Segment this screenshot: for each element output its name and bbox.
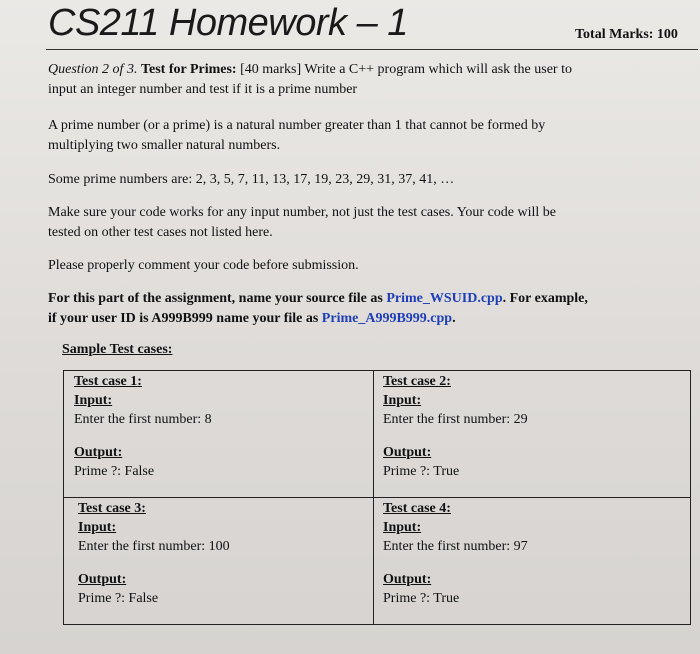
make-sure-line-2: tested on other test cases not listed here. [48,225,273,240]
input-label: Input: [74,393,113,408]
test-case-1 [74,372,212,481]
output-label: Output: [78,572,127,587]
sample-heading-text: Sample Test cases: [62,342,173,357]
naming-paragraph [48,289,688,329]
definition-line-2: multiplying two smaller natural numbers. [48,138,281,153]
filename-generic: Prime_WSUID.cpp [386,291,503,306]
title-divider [46,49,698,50]
table-horizontal-divider [64,497,690,498]
naming-line-1-a: For this part of the assignment, name your source file as [48,291,387,306]
sample-heading [62,340,700,360]
output-label: Output: [74,445,123,460]
make-sure-paragraph [48,203,688,243]
input-value: Enter the first number: 8 [74,412,212,427]
examples-paragraph: Some prime numbers are: 2, 3, 5, 7, 11, 13, 17, 19, 23, 29, 31, 37, 41, … [48,172,455,187]
input-label: Input: [78,520,117,535]
filename-example: Prime_A999B999.cpp [321,311,453,326]
definition-paragraph [48,116,688,156]
input-label: Input: [383,393,422,408]
question-marks: [40 marks] [240,62,302,77]
test-case-2 [383,372,528,481]
output-label: Output: [383,445,432,460]
naming-line-2-b: . [452,311,456,326]
question-text-1: Write a C++ program which will ask the user to [304,62,572,77]
input-value: Enter the first number: 100 [78,539,230,554]
output-value: Prime ?: False [78,591,159,606]
test-case-title: Test case 2: [383,374,451,389]
test-case-4 [383,499,528,608]
page-title: CS211 Homework – 1 [48,2,408,44]
output-value: Prime ?: True [383,591,460,606]
question-lead: Test for Primes: [140,62,237,77]
total-marks: Total Marks: 100 [575,27,678,42]
question-paragraph [48,60,688,100]
comment-note: Please properly comment your code before submission. [48,258,359,273]
output-label: Output: [383,572,432,587]
make-sure-line-1: Make sure your code works for any input number, not just the test cases. Your code will be [48,205,557,220]
question-text-2: input an integer number and test if it is a prime number [48,82,358,97]
input-label: Input: [383,520,422,535]
test-case-title: Test case 1: [74,374,142,389]
test-case-title: Test case 3: [78,501,146,516]
question-number: Question 2 of 3. [48,62,138,77]
input-value: Enter the first number: 97 [383,539,528,554]
output-value: Prime ?: False [74,464,155,479]
input-value: Enter the first number: 29 [383,412,528,427]
test-cases-table [63,370,691,625]
test-case-3 [78,499,230,608]
output-value: Prime ?: True [383,464,460,479]
naming-line-1-b: . For example, [502,291,588,306]
test-case-title: Test case 4: [383,501,451,516]
naming-line-2-a: if your user ID is A999B999 name your file as [48,311,322,326]
definition-line-1: A prime number (or a prime) is a natural number greater than 1 that cannot be formed by [48,118,546,133]
